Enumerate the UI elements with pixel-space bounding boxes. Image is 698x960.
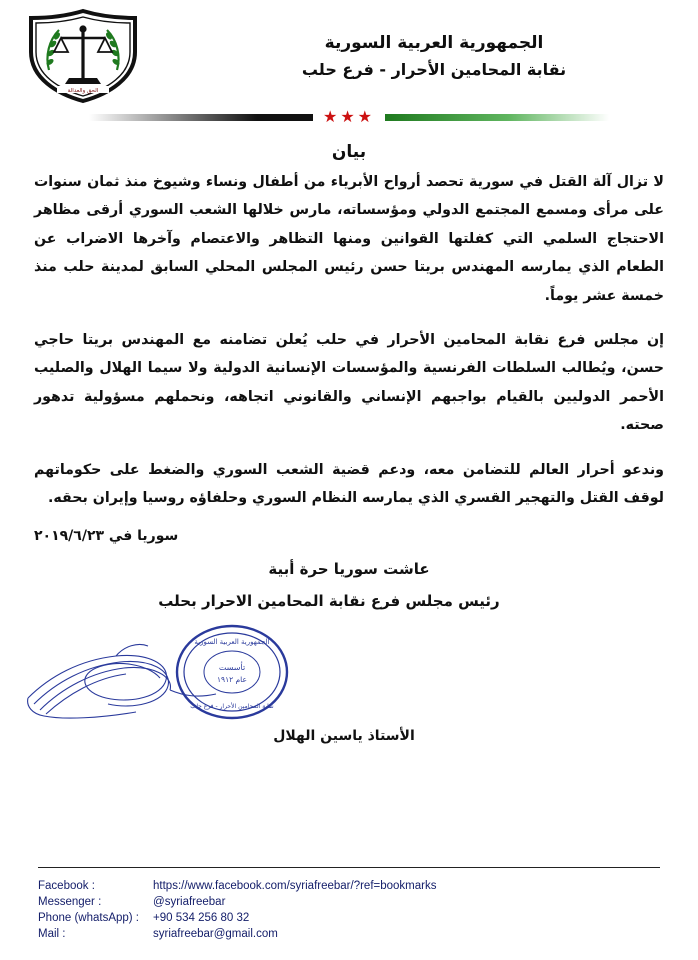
table-row: [38, 926, 436, 942]
divider-bar-right: [385, 114, 609, 121]
decorative-divider: [89, 104, 609, 130]
stamp-middle-text: تأسست: [218, 663, 246, 673]
contact-table: [38, 878, 436, 942]
stamp-bottom-text: نقابة المحامين الأحرار - فرع حلب: [190, 703, 274, 711]
document-body: [0, 168, 698, 512]
bar-association-logo: [18, 8, 148, 104]
header-titles: [148, 8, 680, 83]
signature-area: [0, 616, 698, 756]
contact-value-mail[interactable]: syriafreebar@gmail.com: [153, 928, 278, 940]
contact-value-phone[interactable]: +90 534 256 80 32: [153, 912, 250, 924]
divider-bar-left: [89, 114, 313, 121]
stamp-top-text: الجمهورية العربية السورية: [194, 638, 270, 647]
contact-label-mail: Mail :: [38, 928, 66, 940]
shield-emblem-icon: [23, 8, 143, 104]
contact-value-facebook[interactable]: https://www.facebook.com/syriafreebar/?ref=bookmarks: [153, 880, 437, 892]
contact-label-messenger: Messenger :: [38, 896, 102, 908]
paragraph-1: لا تزال آلة القتل في سورية تحصد أرواح الأبرياء من أطفال ونساء وشيوخ منذ ثمان سنوات على مرأى ومسمع المجتمع الدولي ومؤسساته، مارس خلالها الشعب السوري أرقى مظاهر الاحتجاج السلمي التي كفلتها القوانين ومنها التظاهر والاعتصام وآخرها الاضراب عن الطعام الذي يمارسه المهندس بريتا حسن رئيس المجلس المحلي السابق لمدينة حلب منذ خمسة عشر يوماً.: [34, 174, 664, 304]
slogan-text: عاشت سوريا حرة أبية: [268, 560, 430, 579]
svg-text:الحق والعدالة: الحق والعدالة: [67, 88, 99, 94]
paragraph-3: وندعو أحرار العالم للتضامن معه، ودعم قضية الشعب السوري والضغط على حكوماتهم لوقف القتل والتهجير القسري الذي يمارسه النظام السوري وحلفاؤه روسيا وإيران بحقه.: [34, 461, 664, 507]
contact-label-phone: Phone (whatsApp) :: [38, 912, 140, 924]
three-stars-icon: ★★★: [322, 107, 376, 126]
signer-name: الأستاذ ياسين الهلال: [273, 728, 415, 745]
signer-title: رئيس مجلس فرع نقابة المحامين الاحرار بحلب: [158, 592, 500, 611]
document-title: بيان: [331, 142, 367, 162]
date-line: سوريا في ٢٠١٩/٦/٢٣: [34, 528, 179, 545]
stamp-year-text: عام ١٩١٢: [217, 675, 247, 685]
document-footer: [0, 867, 698, 942]
table-row: [38, 910, 436, 926]
table-row: [38, 878, 436, 894]
document-header: [0, 0, 698, 100]
table-row: [38, 894, 436, 910]
contact-label-facebook: Facebook :: [38, 880, 95, 892]
country-name: الجمهورية العربية السورية: [324, 33, 544, 53]
contact-value-messenger[interactable]: @syriafreebar: [153, 896, 226, 908]
footer-divider: [38, 867, 660, 868]
paragraph-2: إن مجلس فرع نقابة المحامين الأحرار في حلب يُعلن تضامنه مع المهندس بريتا حاجي حسن، ويُطالب السلطات الفرنسية والمؤسسات الإنسانية الدولية ولا سيما الهلال والصليب الأحمر الدوليين بالقيام بواجبهم الإنساني والقانوني اتجاهه، ونحملهم مسؤولية تدهور صحته.: [34, 332, 664, 434]
organization-name: نقابة المحامين الأحرار - فرع حلب: [301, 60, 567, 80]
official-stamp: [172, 620, 292, 724]
